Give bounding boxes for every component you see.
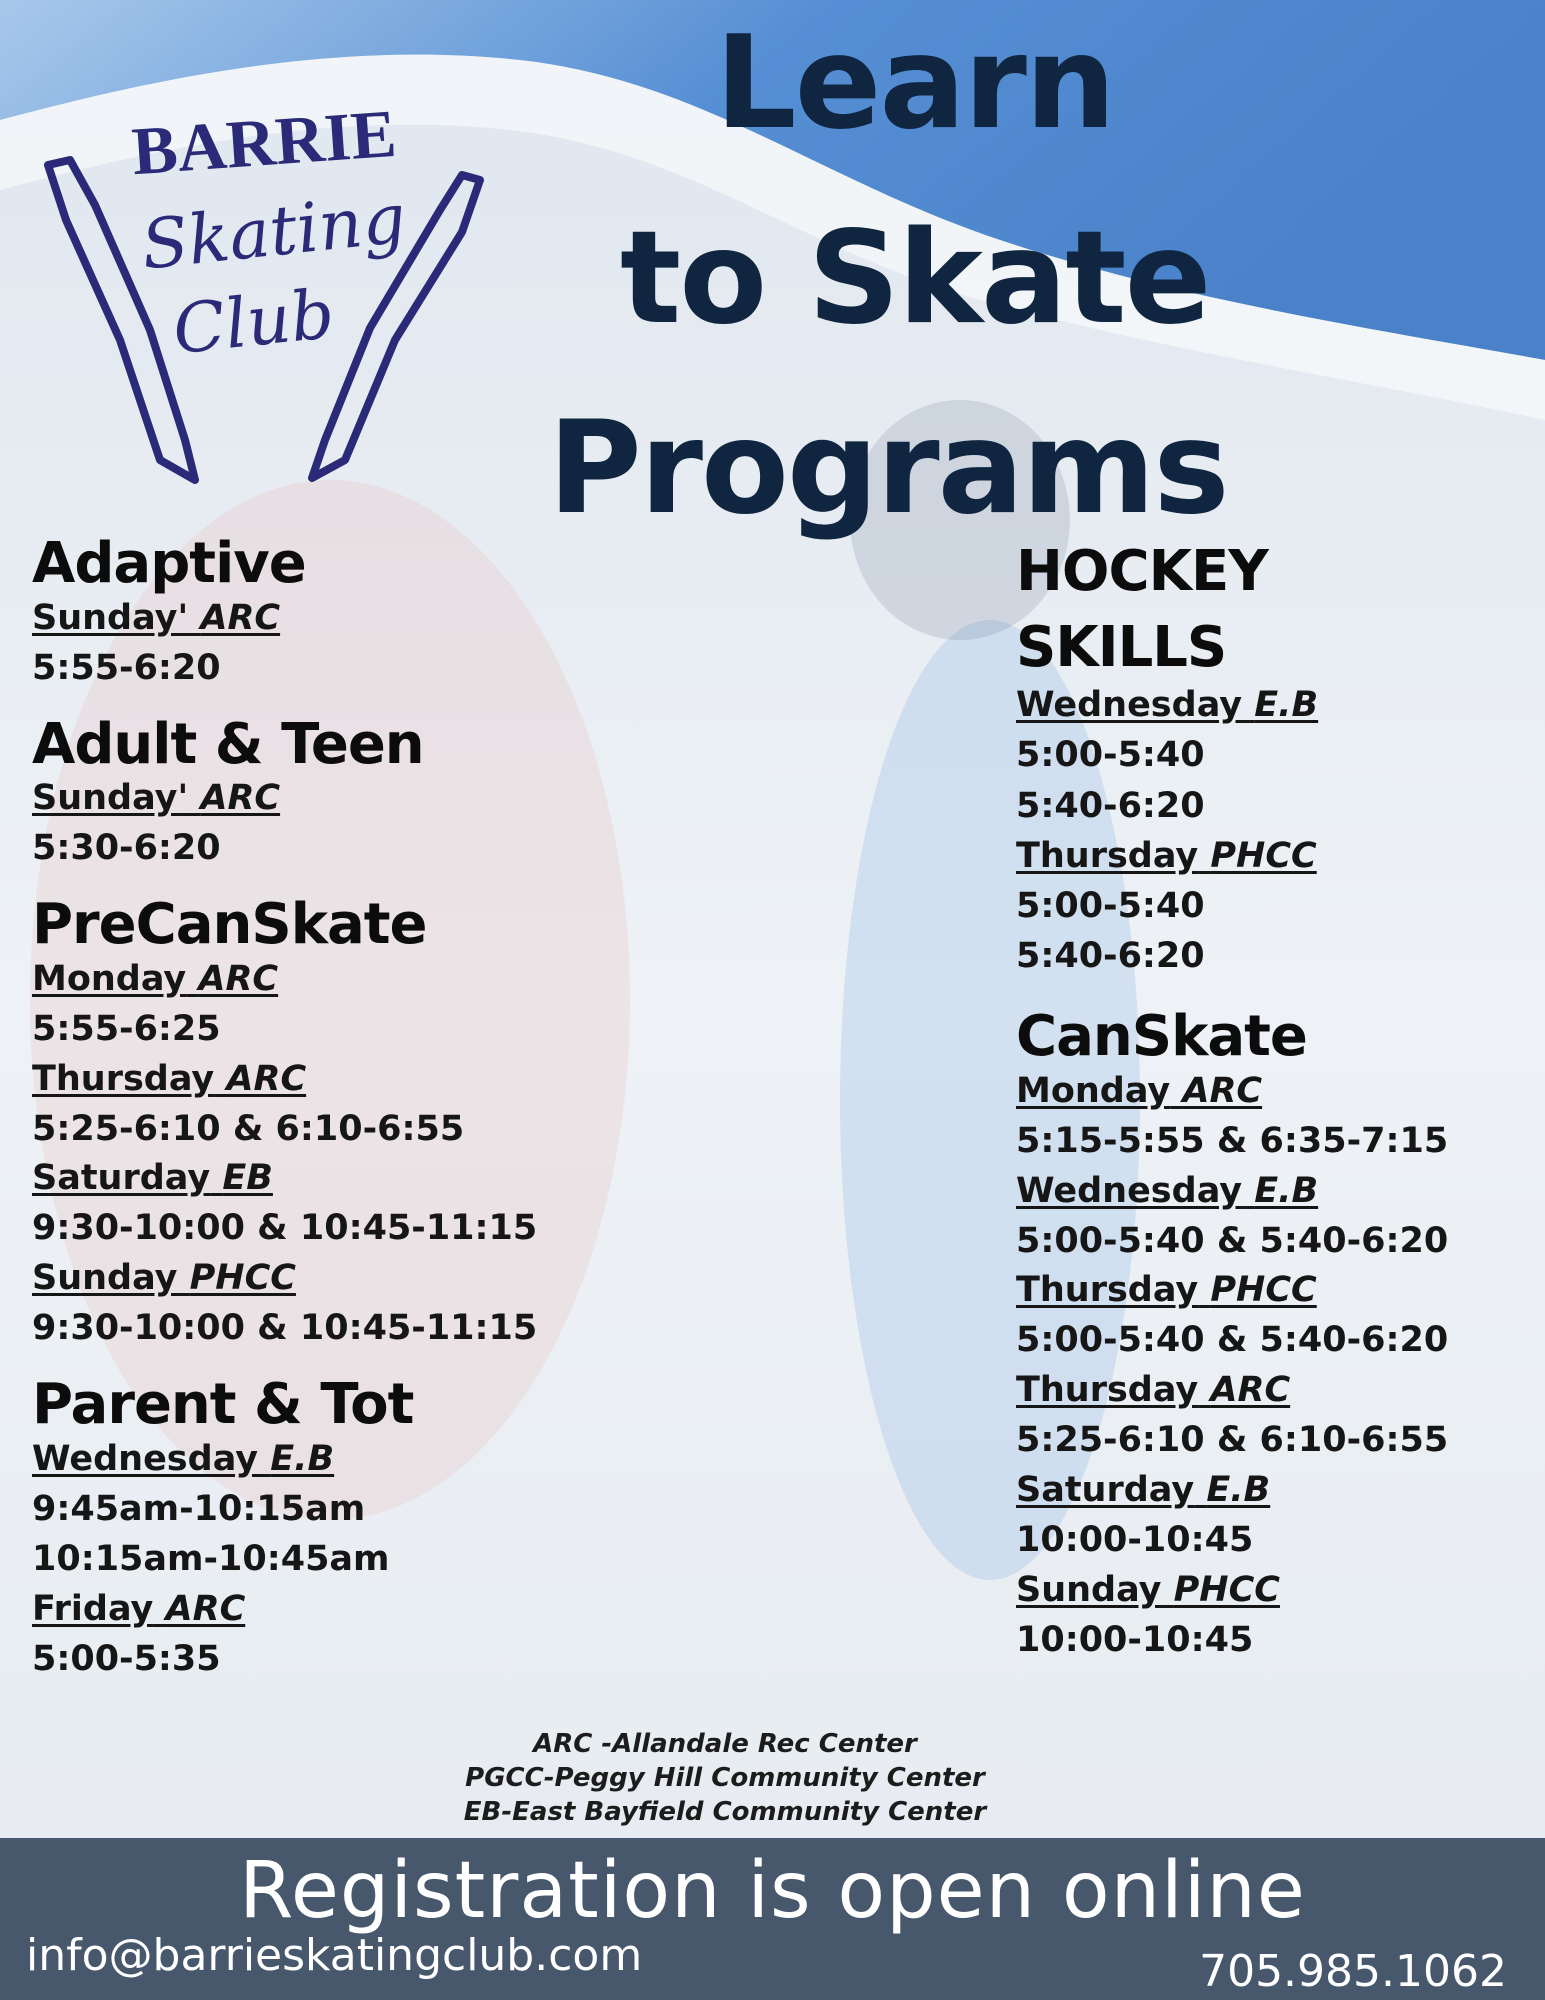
session (1016, 832, 1526, 983)
program-parent-tot (32, 1371, 692, 1685)
session-time: 9:45am-10:15am (32, 1488, 366, 1529)
program-adaptive (32, 531, 692, 694)
location-code: PHCC (1173, 1569, 1280, 1610)
programs-right-column (1016, 530, 1526, 1665)
day-name: Saturday (1016, 1469, 1195, 1510)
day-name: Thursday (32, 1058, 215, 1099)
session-time: 10:00-10:45 (1016, 1619, 1254, 1660)
session-day (1016, 681, 1526, 730)
day-name: Sunday (32, 597, 178, 638)
day-separator (1198, 1370, 1210, 1410)
location-code: ARC (200, 778, 281, 819)
day-separator (210, 1158, 222, 1198)
logo-text-club: Club (169, 274, 338, 371)
registration-text: Registration is open online (239, 1846, 1306, 1936)
program-adult-teen (32, 711, 692, 875)
day-name: Monday (32, 958, 187, 999)
location-code: E.B (270, 1438, 335, 1479)
session (32, 1055, 692, 1155)
session-time: 5:00-5:40 (1016, 735, 1205, 776)
logo (70, 95, 460, 385)
day-separator: ' (177, 597, 201, 638)
session-time: 5:00-5:40 & 5:40-6:20 (1016, 1320, 1449, 1361)
day-separator (1198, 1270, 1210, 1310)
session-time: 5:00-5:40 (1016, 885, 1205, 926)
session-day (32, 594, 692, 643)
day-separator (258, 1439, 270, 1479)
title-line-1: Learn (715, 9, 1114, 158)
location-code: ARC (1210, 1370, 1291, 1411)
session (32, 955, 692, 1055)
session-time: 5:40-6:20 (1016, 936, 1205, 977)
day-separator (1242, 685, 1254, 725)
day-name: Friday (32, 1589, 154, 1630)
day-name: Monday (1016, 1070, 1171, 1111)
day-separator (153, 1589, 165, 1629)
day-name: Wednesday (1016, 1170, 1243, 1211)
session-day (32, 1254, 692, 1303)
program-title: Adult & Teen (32, 711, 424, 777)
program-precanskate (32, 892, 692, 1354)
program-title-line-2: SKILLS (1016, 615, 1227, 680)
legend-item: EB-East Bayfield Community Center (463, 1796, 987, 1827)
programs-left-column (32, 531, 692, 1685)
location-legend (390, 1728, 1060, 1829)
session-day (32, 1055, 692, 1104)
session-time: 5:15-5:55 & 6:35-7:15 (1016, 1120, 1449, 1161)
location-code: E.B (1254, 685, 1319, 726)
session-day (32, 955, 692, 1004)
logo-text-skating: Skating (137, 179, 410, 286)
location-code: PHCC (1210, 1270, 1317, 1311)
session-day (1016, 1067, 1526, 1116)
location-code: ARC (165, 1589, 246, 1630)
location-code: ARC (198, 958, 279, 999)
email-address[interactable]: info@barrieskatingclub.com (26, 1930, 643, 1981)
day-name: Thursday (1016, 835, 1199, 876)
location-code: ARC (200, 597, 281, 638)
day-name: Sunday (1016, 1569, 1162, 1610)
logo-text-barrie: BARRIE (129, 95, 399, 190)
session-day (1016, 1566, 1526, 1615)
session-time: 10:15am-10:45am (32, 1539, 390, 1580)
title-line-2: to Skate (620, 204, 1210, 353)
session-day (32, 1435, 692, 1484)
session-time: 5:30-6:20 (32, 828, 221, 869)
session-time: 10:00-10:45 (1016, 1519, 1254, 1560)
session (32, 1585, 692, 1685)
program-title: Parent & Tot (32, 1371, 414, 1437)
session-day (1016, 1266, 1526, 1315)
phone-number[interactable]: 705.985.1062 (1199, 1946, 1507, 1997)
session-day (32, 1154, 692, 1203)
day-separator (1170, 1071, 1182, 1111)
session-day (1016, 832, 1526, 881)
session-day (1016, 1466, 1526, 1515)
session-day (32, 774, 692, 823)
session (32, 1435, 692, 1586)
session-time: 5:55-6:20 (32, 647, 221, 688)
day-name: Sunday (32, 1258, 178, 1299)
day-separator (1161, 1570, 1173, 1610)
session-day (1016, 1167, 1526, 1216)
session (1016, 1067, 1526, 1167)
session (1016, 1566, 1526, 1666)
location-code: E.B (1206, 1469, 1271, 1510)
day-name: Thursday (1016, 1370, 1199, 1411)
session-time: 5:00-5:35 (32, 1639, 221, 1680)
day-separator (214, 1059, 226, 1099)
day-separator (177, 1258, 189, 1298)
session-time: 5:40-6:20 (1016, 785, 1205, 826)
title-line-3: Programs (548, 394, 1228, 543)
session-time: 9:30-10:00 & 10:45-11:15 (32, 1308, 538, 1349)
session-time: 9:30-10:00 & 10:45-11:15 (32, 1208, 538, 1249)
session (1016, 681, 1526, 832)
session-time: 5:25-6:10 & 6:10-6:55 (1016, 1420, 1449, 1461)
session-time: 5:25-6:10 & 6:10-6:55 (32, 1108, 465, 1149)
day-name: Sunday (32, 778, 178, 819)
session-time: 5:55-6:25 (32, 1008, 221, 1049)
program-hockey-skills (1016, 530, 1526, 982)
day-separator (1198, 836, 1210, 876)
session-day (1016, 1366, 1526, 1415)
program-title: CanSkate (1016, 1004, 1307, 1070)
day-name: Wednesday (1016, 685, 1243, 726)
day-separator (1242, 1171, 1254, 1211)
program-title-line-1: HOCKEY (1016, 539, 1268, 604)
location-code: ARC (226, 1058, 307, 1099)
day-name: Thursday (1016, 1270, 1199, 1311)
location-code: PHCC (1210, 835, 1317, 876)
day-separator (1194, 1470, 1206, 1510)
session (1016, 1266, 1526, 1366)
program-title: Adaptive (32, 531, 306, 596)
location-code: PHCC (189, 1258, 296, 1299)
legend-item: PGCC-Peggy Hill Community Center (465, 1762, 985, 1793)
session (1016, 1167, 1526, 1267)
day-name: Wednesday (32, 1438, 259, 1479)
day-separator: ' (177, 778, 201, 819)
session (32, 774, 692, 874)
session-time: 5:00-5:40 & 5:40-6:20 (1016, 1220, 1449, 1261)
location-code: ARC (1182, 1070, 1263, 1111)
location-code: EB (222, 1158, 273, 1199)
session (1016, 1466, 1526, 1566)
location-code: E.B (1254, 1170, 1319, 1211)
session (32, 1254, 692, 1354)
session (1016, 1366, 1526, 1466)
session (32, 1154, 692, 1254)
day-separator (186, 959, 198, 999)
day-name: Saturday (32, 1158, 211, 1199)
legend-item: ARC -Allandale Rec Center (533, 1729, 917, 1759)
session-day (32, 1585, 692, 1634)
session (32, 594, 692, 694)
program-canskate (1016, 1004, 1526, 1665)
program-title: PreCanSkate (32, 892, 427, 958)
